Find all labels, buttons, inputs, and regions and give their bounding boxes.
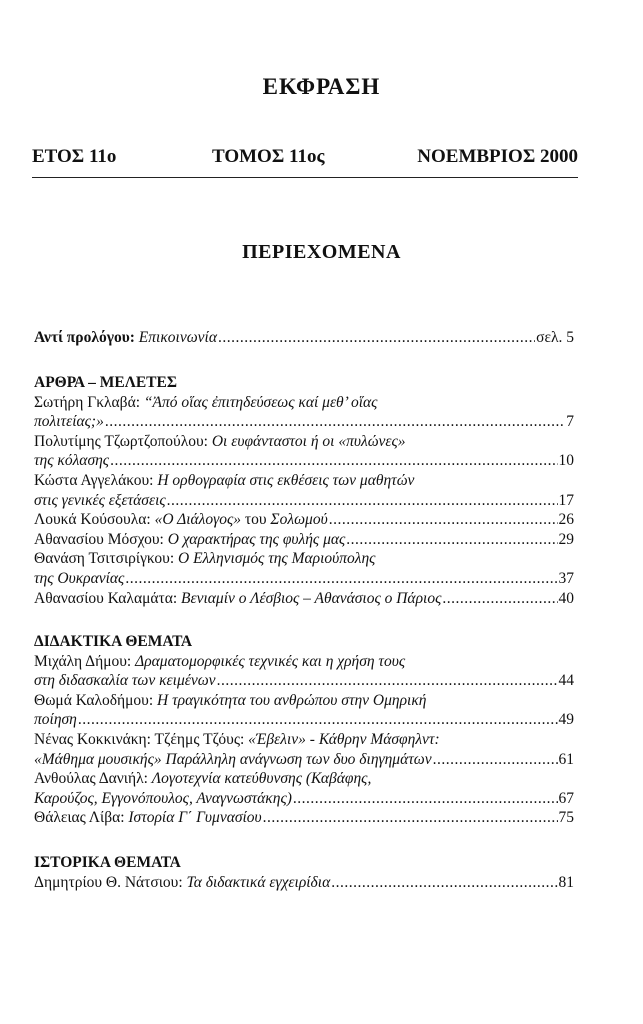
toc-entry-title-cont: της Ουκρανίας bbox=[34, 569, 125, 587]
toc-entry-page: 67 bbox=[558, 789, 574, 807]
toc-entry-page: 44 bbox=[558, 672, 574, 690]
leader-dots bbox=[331, 873, 557, 893]
section-heading: ΙΣΤΟΡΙΚΑ ΘΕΜΑΤΑ bbox=[34, 854, 181, 871]
toc-entry-title-cont: στη διδασκαλία των κειμένων bbox=[34, 672, 216, 690]
toc-entry bbox=[34, 530, 574, 550]
issue-month: ΝΟΕΜΒΡΙΟΣ 2000 bbox=[417, 146, 578, 167]
toc-entry-title: Λογοτεχνία κατεύθυνσης (Καβάφης, bbox=[151, 770, 372, 788]
toc-entry-title-cont: στις γενικές εξετάσεις bbox=[34, 491, 166, 509]
toc-entry-title-b: Σολωμού bbox=[270, 511, 328, 529]
toc-entry-page: 10 bbox=[558, 452, 574, 470]
toc-entry-page: 61 bbox=[558, 750, 574, 768]
journal-title: ΕΚΦΡΑΣΗ bbox=[262, 74, 381, 99]
toc-entry-label: Αντί προλόγου: bbox=[34, 329, 135, 346]
toc-entry-page: 49 bbox=[558, 711, 574, 729]
contents-title: ΠΕΡΙΕΧΟΜΕΝΑ bbox=[242, 241, 401, 263]
toc-entry bbox=[34, 691, 574, 730]
leader-dots bbox=[78, 710, 558, 730]
toc-entry-title-plain: Τζέημς Τζόυς: bbox=[150, 730, 249, 748]
toc-entry-page: 7 bbox=[566, 413, 574, 431]
toc-entry-title: Δραματομορφικές τεχνικές και η χρήση τους bbox=[135, 652, 406, 670]
toc-entry-title: «Ο Διάλογος» bbox=[154, 511, 242, 529]
toc-entry-title: Η ορθογραφία στις εκθέσεις των μαθητών bbox=[157, 471, 415, 489]
toc-entry-author: Ανθούλας Δανιήλ: bbox=[34, 770, 148, 788]
toc-section-history bbox=[34, 853, 574, 892]
section-heading: ΑΡΘΡΑ – ΜΕΛΕΤΕΣ bbox=[34, 374, 177, 391]
section-heading: ΔΙΔΑΚΤΙΚΑ ΘΕΜΑΤΑ bbox=[34, 633, 193, 650]
toc-entry bbox=[34, 432, 574, 471]
toc-entry-author: Θανάση Τσιτσιρίγκου: bbox=[34, 550, 175, 568]
toc-entry bbox=[34, 510, 574, 530]
toc-entry-page: 75 bbox=[558, 809, 574, 827]
toc-entry-title: Ιστορία Γ΄ Γυμνασίου bbox=[128, 809, 262, 827]
toc-entry bbox=[34, 328, 574, 348]
issue-year: ΕΤΟΣ 11ο bbox=[32, 146, 117, 167]
toc-entry-title: Ο χαρακτήρας της φυλής μας bbox=[167, 530, 346, 548]
toc-entry bbox=[34, 652, 574, 691]
toc-section-didactic bbox=[34, 632, 574, 828]
toc-entry-author: Νένας Κοκκινάκη: bbox=[34, 730, 151, 748]
toc-entry-title-plain: του bbox=[241, 511, 271, 529]
header-rule bbox=[32, 177, 578, 178]
toc-entry-page: 26 bbox=[558, 511, 574, 529]
toc-entry-page: 81 bbox=[558, 873, 574, 891]
leader-dots bbox=[218, 328, 535, 348]
toc-entry-title-b: Κάθρην Μάσφηλντ: bbox=[318, 730, 440, 748]
toc-entry-author: Σωτήρη Γκλαβά: bbox=[34, 393, 140, 411]
leader-dots bbox=[217, 671, 558, 691]
toc-entry-author: Δημητρίου Θ. Νάτσιου: bbox=[34, 873, 183, 891]
leader-dots bbox=[442, 589, 557, 609]
toc-entry-title-cont: Καρούζος, Εγγονόπουλος, Αναγνωστάκης) bbox=[34, 789, 292, 807]
leader-dots bbox=[263, 808, 558, 828]
leader-dots bbox=[110, 451, 557, 471]
toc-entry-author: Αθανασίου Μόσχου: bbox=[34, 530, 164, 548]
toc-entry bbox=[34, 589, 574, 609]
toc-entry-page: 37 bbox=[558, 569, 574, 587]
toc-entry bbox=[34, 730, 574, 769]
toc-entry-title: Τα διδακτικά εγχειρίδια bbox=[186, 873, 331, 891]
toc-entry bbox=[34, 471, 574, 510]
toc-entry bbox=[34, 393, 574, 432]
toc-entry-title: “Ἀπό οἵας ἐπιτηδεύσεως καί μεθ’ οἵας bbox=[143, 393, 378, 411]
toc-entry-page: 29 bbox=[558, 530, 574, 548]
toc-entry-title: Ο Ελληνισμός της Μαριούπολης bbox=[178, 550, 376, 568]
leader-dots bbox=[433, 750, 558, 770]
toc-entry-title-cont: της κόλασης bbox=[34, 452, 110, 470]
leader-dots bbox=[125, 569, 557, 589]
toc-entry-author: Πολυτίμης Τζωρτζοπούλου: bbox=[34, 432, 208, 450]
toc-entry-title-cont: «Μάθημα μουσικής» Παράλληλη ανάγνωση των δυο διηγημάτων bbox=[34, 750, 432, 768]
leader-dots bbox=[167, 491, 558, 511]
toc-entry-title-cont: ποίηση bbox=[34, 711, 77, 729]
toc-entry-title: Βενιαμίν ο Λέσβιος – Αθανάσιος ο Πάριος bbox=[181, 589, 442, 607]
leader-dots bbox=[105, 412, 565, 432]
toc-entry bbox=[34, 873, 574, 893]
toc-entry bbox=[34, 769, 574, 808]
toc-entry-title-plain: - bbox=[305, 730, 319, 748]
toc-entry-title: «Έβελιν» bbox=[248, 730, 306, 748]
toc-entry-title-cont: πολιτείας;» bbox=[34, 413, 104, 431]
toc-entry-author: Αθανασίου Καλαμάτα: bbox=[34, 589, 178, 607]
toc-entry-author: Λουκά Κούσουλα: bbox=[34, 511, 151, 529]
toc-section-articles bbox=[34, 373, 574, 608]
toc-entry-title: Οι ευφάνταστοι ή οι «πυλώνες» bbox=[211, 432, 406, 450]
leader-dots bbox=[329, 510, 558, 530]
toc-entry-author: Θάλειας Λίβα: bbox=[34, 809, 125, 827]
toc-entry-author: Μιχάλη Δήμου: bbox=[34, 652, 132, 670]
toc-entry-title: Η τραγικότητα του ανθρώπου στην Ομηρική bbox=[157, 691, 427, 709]
toc-entry-page: σελ. 5 bbox=[536, 329, 574, 346]
toc-entry-author: Θωμά Καλοδήμου: bbox=[34, 691, 154, 709]
toc-entry-title: Επικοινωνία bbox=[138, 329, 217, 346]
leader-dots bbox=[346, 530, 557, 550]
toc-entry-author: Κώστα Αγγελάκου: bbox=[34, 471, 154, 489]
toc-entry bbox=[34, 808, 574, 828]
toc-entry bbox=[34, 549, 574, 588]
toc-entry-page: 17 bbox=[558, 491, 574, 509]
issue-volume: ΤΟΜΟΣ 11ος bbox=[212, 146, 325, 167]
leader-dots bbox=[293, 789, 558, 809]
toc-preface bbox=[34, 328, 574, 348]
toc-entry-page: 40 bbox=[558, 589, 574, 607]
